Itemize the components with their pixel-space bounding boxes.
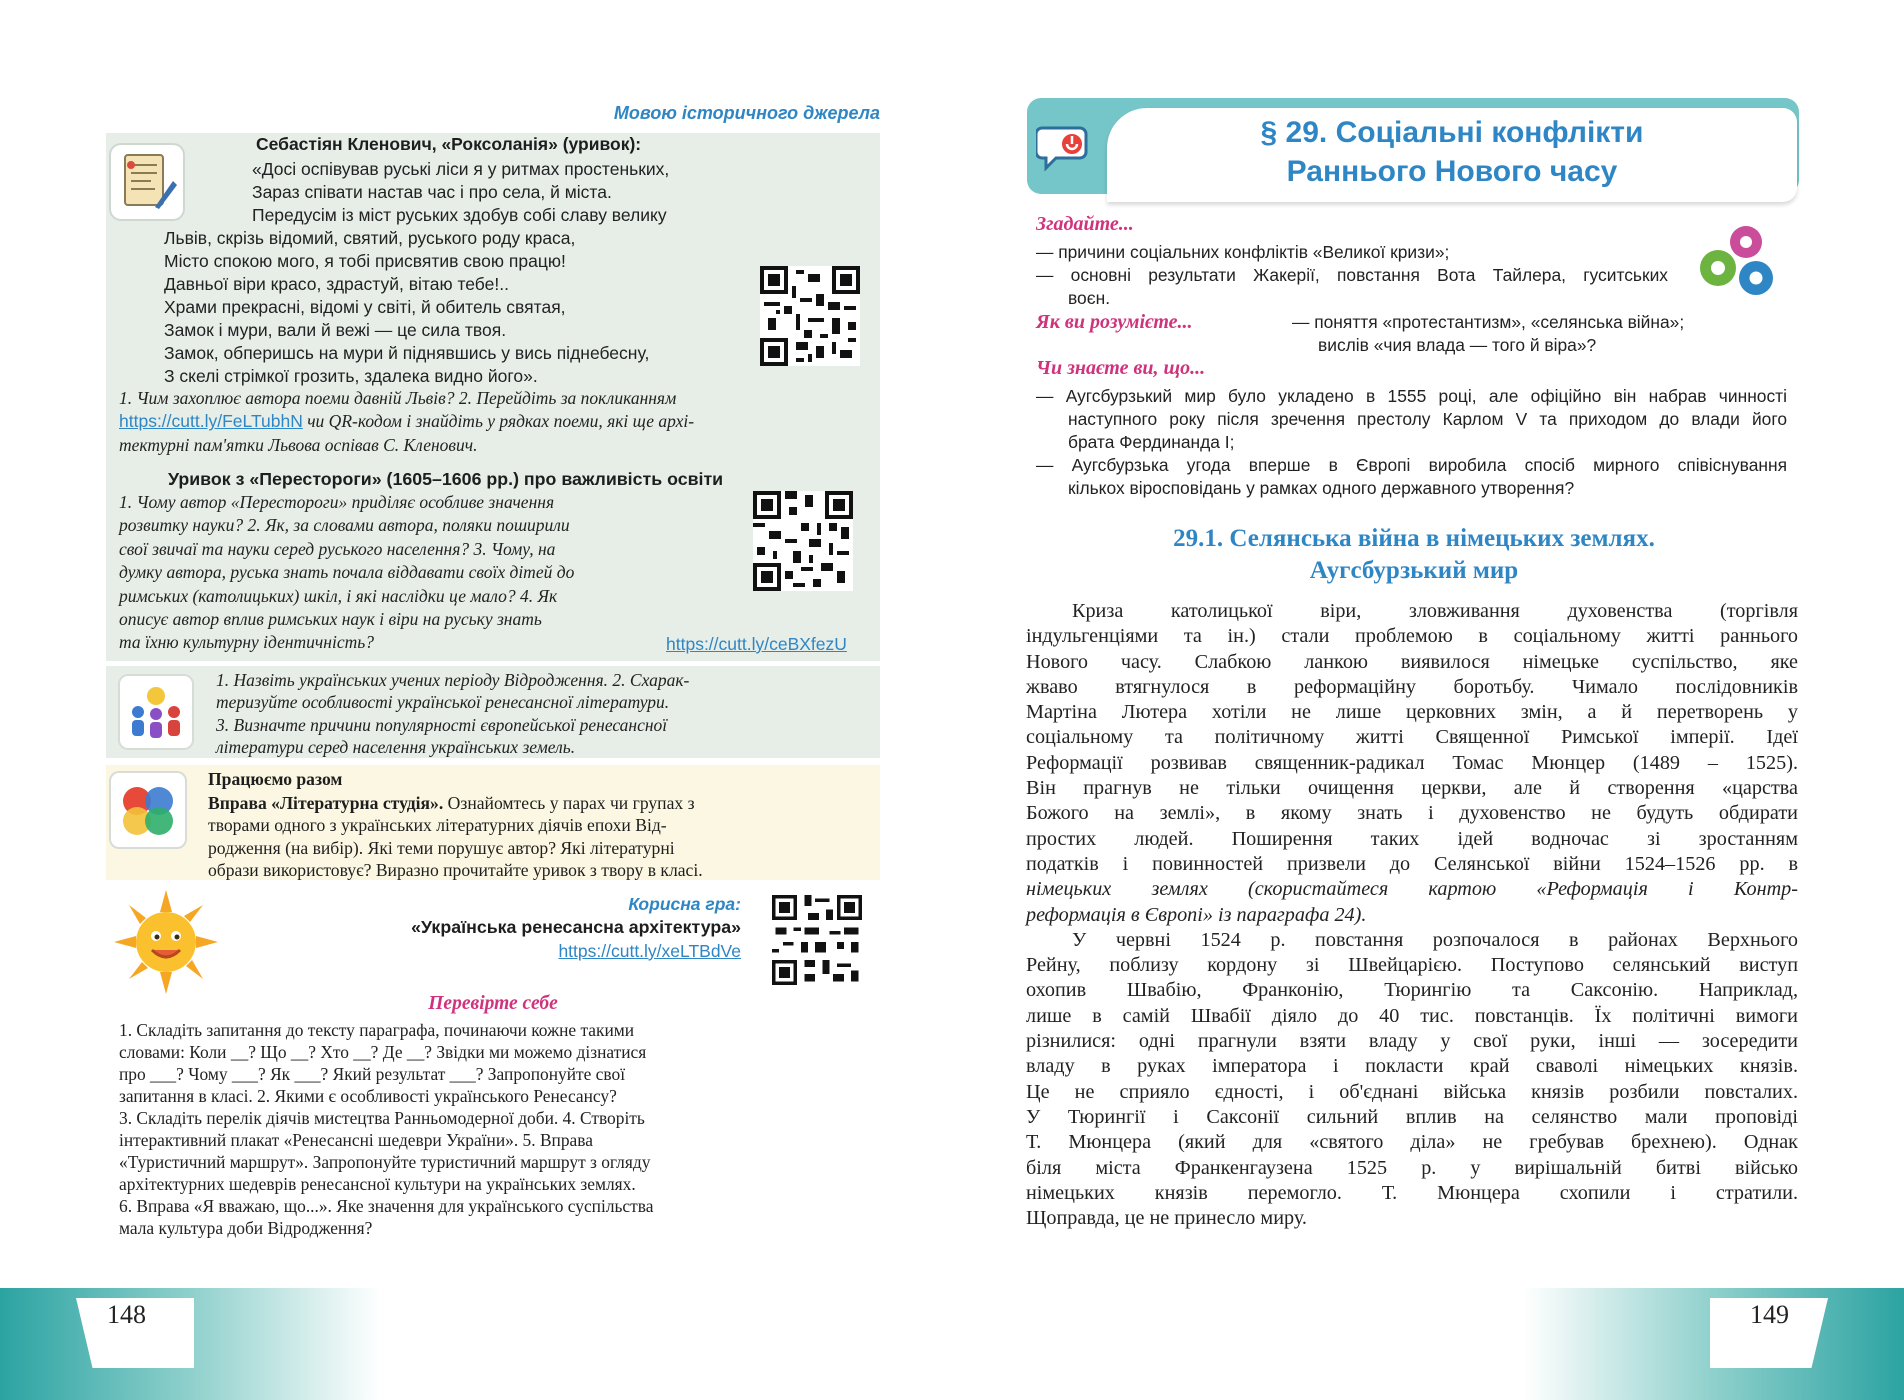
body-line: Це не сприяло єдності, і об'єднані війська князів розбили повсталих.: [1026, 1080, 1798, 1103]
teamwork-hands-icon: [111, 773, 185, 847]
excerpt-line: та їхню культурну ідентичність?: [119, 632, 374, 653]
body-line: У червні 1524 р. повстання розпочалося в районах Верхнього: [1072, 928, 1798, 951]
tasks-line: 1. Назвіть українських учених періоду Відродження. 2. Схарак-: [216, 670, 690, 690]
know-list: [1036, 385, 1787, 500]
know-line: брата Фердинанда I;: [1068, 432, 1235, 452]
excerpt-line: думку автора, руська знать почала віддавати своїх дітей до: [119, 562, 575, 583]
body-line: простих людей. Поширення таких ідей водночас зі зростанням: [1026, 827, 1798, 850]
poem-line: Храми прекрасні, відомі у світі, й обитель святая,: [164, 297, 566, 317]
body-line: біля міста Франкенгаузена 1525 р. у вирішальній битві військо: [1026, 1156, 1798, 1179]
understand-line: — поняття «протестантизм», «селянська війна»;: [1292, 312, 1685, 332]
check-line: запитання в класі. 2. Якими є особливості українського Ренесансу?: [119, 1086, 617, 1106]
tasks-text: [216, 669, 868, 758]
body-line: реформація в Європі» із параграфа 24).: [1026, 903, 1367, 926]
recall-item: воєн.: [1068, 288, 1111, 308]
check-line: 3. Складіть перелік діячів мистецтва Ранньомодерної доби. 4. Створіть: [119, 1108, 645, 1128]
teamwork-text: [208, 792, 868, 882]
understand-line: вислів «чия влада — того й віра»?: [1318, 335, 1597, 355]
body-line: Реформації розвивав священник-радикал Томас Мюнцер (1489 – 1525).: [1026, 751, 1798, 774]
source-header: Мовою історичного джерела: [613, 103, 880, 123]
poem-line: Львів, скрізь відомий, святий, руського роду краса,: [164, 228, 576, 248]
recall-item: — причини соціальних конфліктів «Великої кризи»;: [1036, 242, 1450, 262]
teamwork-line: Ознайомтесь у парах чи групах з: [443, 793, 695, 813]
game-label: Корисна гра:: [628, 894, 741, 914]
conflict-speech-icon: [1036, 120, 1100, 176]
check-line: про ___? Чому ___? Як ___? Який результат ___? Запропонуйте свої: [119, 1064, 626, 1084]
understand-heading: Як ви розумієте...: [1036, 311, 1193, 333]
recall-item: — основні результати Жакерії, повстання Вота Тайлера, гуситських: [1036, 265, 1668, 285]
tasks-line: 3. Визначте причини популярності європейської ренесансної: [216, 714, 668, 735]
poem-line: З скелі стрімкої грозить, здалека видно його».: [164, 366, 538, 386]
tasks-line: літератури серед населення українських земель.: [216, 736, 576, 757]
poem-line: «Досі оспівував руські ліси я у ритмах простеньких,: [252, 159, 670, 179]
qr-code-excerpt[interactable]: [753, 491, 853, 591]
body-line: лише в самій Швабії діяло до 40 тис. повстанців. Їх політичні вимоги: [1026, 1004, 1798, 1027]
check-line: інтерактивний плакат «Ренесансні шедеври України». 5. Вправа: [119, 1130, 593, 1150]
section-title-line: 29.1. Селянська війна в німецьких землях.: [1173, 525, 1655, 552]
body-line: Т. Мюнцера (який для «святого діла» не гребував брехнею). Однак: [1026, 1131, 1798, 1154]
body-line: Рейну, поблизу кордону зі Швейцарією. Поступово селянський виступ: [1026, 954, 1798, 977]
check-line: мала культура доби Відродження?: [119, 1218, 373, 1238]
check-line: архітектурних шедеврів ренесансної культури на українських землях.: [119, 1174, 636, 1194]
check-heading: Перевірте себе: [428, 993, 558, 1014]
check-line: словами: Коли __? Що __? Хто __? Де __? Звідки ми можемо дізнатися: [119, 1042, 647, 1062]
paragraph-title: [1107, 113, 1797, 191]
teamwork-line: родження (на вибір). Які теми порушує автор? Які літературні: [208, 837, 675, 858]
exercise-label: Вправа «Літературна студія».: [208, 793, 444, 813]
poem-title: Себастіян Кленович, «Роксоланія» (уривок):: [256, 134, 642, 154]
body-line: Він прагнув не тільки очищення церкви, але й створення «царства: [1026, 777, 1798, 800]
body-line: податків і повинностей призвели до Селянської війни 1524–1526 рр. в: [1026, 852, 1798, 875]
excerpt-line: 1. Чому автор «Перестороги» приділяє особливе значення: [119, 492, 555, 512]
body-line: охопив Швабію, Франконію, Тюрингію та Саксонію. Наприклад,: [1026, 979, 1798, 1002]
section-title-line: Аугсбурзький мир: [1309, 557, 1519, 584]
excerpt-line: свої звичаї та науки серед руського населення? 3. Чому, на: [119, 538, 556, 559]
teamwork-line: образи використовує? Виразно прочитайте уривок з твору в класі.: [208, 860, 703, 881]
page-number-right: 149: [1750, 1300, 1789, 1329]
questions-text: 1. Чим захоплює автора поеми давній Львів? 2. Перейдіть за покликанням: [119, 388, 677, 408]
questions-text: тектурні пам'ятки Львова оспівав С. Кленович.: [119, 434, 478, 455]
know-line: — Аугсбурзький мир було укладено в 1555 році, але офіційно він набрав чинності: [1036, 386, 1787, 406]
know-line: наступного року після зречення престолу Карлом V та приходом до влади його: [1068, 409, 1787, 429]
check-line: 1. Складіть запитання до тексту параграфа, починаючи кожне такими: [119, 1020, 635, 1040]
excerpt-link[interactable]: https://cutt.ly/ceBXfezU: [666, 634, 847, 654]
excerpt-title: Уривок з «Перестороги» (1605–1606 рр.) про важливість освіти: [168, 469, 724, 489]
sun-mascot-icon: [114, 890, 218, 994]
body-line: індульгенціями та ін.) стали проблемою в соціальному житті раннього: [1026, 625, 1798, 648]
check-text: [119, 1019, 863, 1239]
questions-text: чи QR-кодом і знайдіть у рядках поеми, які ще архі-: [302, 411, 695, 432]
body-line: Щоправда, це не принесло миру.: [1026, 1207, 1307, 1230]
body-line: Нового часу. Слабкою ланкою виявилося німецьке суспільство, яке: [1026, 650, 1798, 673]
body-paragraph-1: [1026, 599, 1798, 1231]
body-line: німецьких землях (скористайтеся картою «Реформація і Контр-: [1026, 878, 1798, 901]
excerpt-line: описує автор вплив римських наук і віри на руську знать: [119, 609, 542, 630]
tasks-line: теризуйте особливості української ренесансної літератури.: [216, 692, 670, 713]
poem-link[interactable]: https://cutt.ly/FeLTubhN: [119, 411, 303, 432]
poem-line: Замок і мури, вали й вежі — це сила твоя.: [164, 320, 507, 340]
check-line: 6. Вправа «Я вважаю, що...». Яке значення для українського суспільства: [119, 1196, 654, 1216]
body-line: жваво втягнулося в реформаційну боротьбу. Чимало послідовників: [1026, 675, 1798, 698]
teamwork-line: творами одного з українських літературних діячів епохи Від-: [208, 815, 667, 836]
excerpt-line: римських (католицьких) шкіл, і які наслідки це мало? 4. Як: [119, 585, 558, 606]
poem-line: Зараз співати настав час і про села, й міста.: [252, 182, 612, 202]
paragraph-title-line: § 29. Соціальні конфлікти: [1260, 116, 1644, 149]
poem-line: Передусім із міст руських здобув собі славу велику: [252, 205, 667, 225]
recall-heading: Згадайте...: [1036, 213, 1134, 235]
section-title: [1027, 523, 1801, 587]
poem-line: Місто спокою мого, я тобі присвятив свою працю!: [164, 251, 566, 271]
body-line: Божого на землі», в якому знать і духовенство не будуть обдирати: [1026, 802, 1798, 825]
game-title: «Українська ренесансна архітектура»: [411, 917, 741, 937]
group-discussion-icon: [120, 676, 192, 748]
body-line: Криза католицької віри, зловживання духовенства (торгівля: [1072, 600, 1798, 622]
body-line: німецьких князів перемогло. Т. Мюнцера схопили і стратили.: [1026, 1181, 1798, 1204]
body-line: владу в руках імператора і покласти край сваволі німецьких князів.: [1026, 1055, 1798, 1078]
document-scroll-icon: [111, 145, 183, 219]
poem-line: Давньої віри красо, здрастуй, вітаю тебе!..: [164, 274, 509, 294]
teamwork-title: Працюємо разом: [208, 769, 343, 789]
body-line: У Тюрингії і Саксонії сильний вплив на селянство мали проповіді: [1026, 1105, 1798, 1128]
know-line: — Аугсбурзька угода вперше в Європі виробила спосіб мирного співіснування: [1036, 455, 1787, 475]
excerpt-questions: [119, 491, 727, 655]
paragraph-title-line: Раннього Нового часу: [1286, 155, 1618, 188]
body-line: різнилися: одні прагнули взяти владу у свої руки, інші — зосередити: [1026, 1030, 1798, 1053]
gears-icon: [1694, 220, 1782, 304]
game-link[interactable]: https://cutt.ly/xeLTBdVe: [558, 941, 741, 961]
know-line: кількох віросповідань у рамках одного державного утворення?: [1068, 478, 1575, 498]
poem-line: Замок, обперишсь на мури й піднявшись у вись піднебесну,: [164, 343, 650, 363]
poem-questions: [119, 387, 869, 457]
body-line: Мартіна Лютера хотіли не лише церковних змін, а й перетворень у: [1026, 701, 1798, 724]
qr-code-poem[interactable]: [760, 266, 860, 366]
page-number-left: 148: [107, 1300, 146, 1329]
body-line: соціальному та політичному житті Священної Римської імперії. Ідеї: [1026, 726, 1798, 749]
check-line: «Туристичний маршрут». Запропонуйте туристичний маршрут з огляду: [119, 1152, 651, 1172]
excerpt-line: розвитку науки? 2. Як, за словами автора, поляки поширили: [119, 515, 570, 536]
qr-code-game[interactable]: [772, 895, 862, 985]
know-heading: Чи знаєте ви, що...: [1036, 357, 1206, 379]
